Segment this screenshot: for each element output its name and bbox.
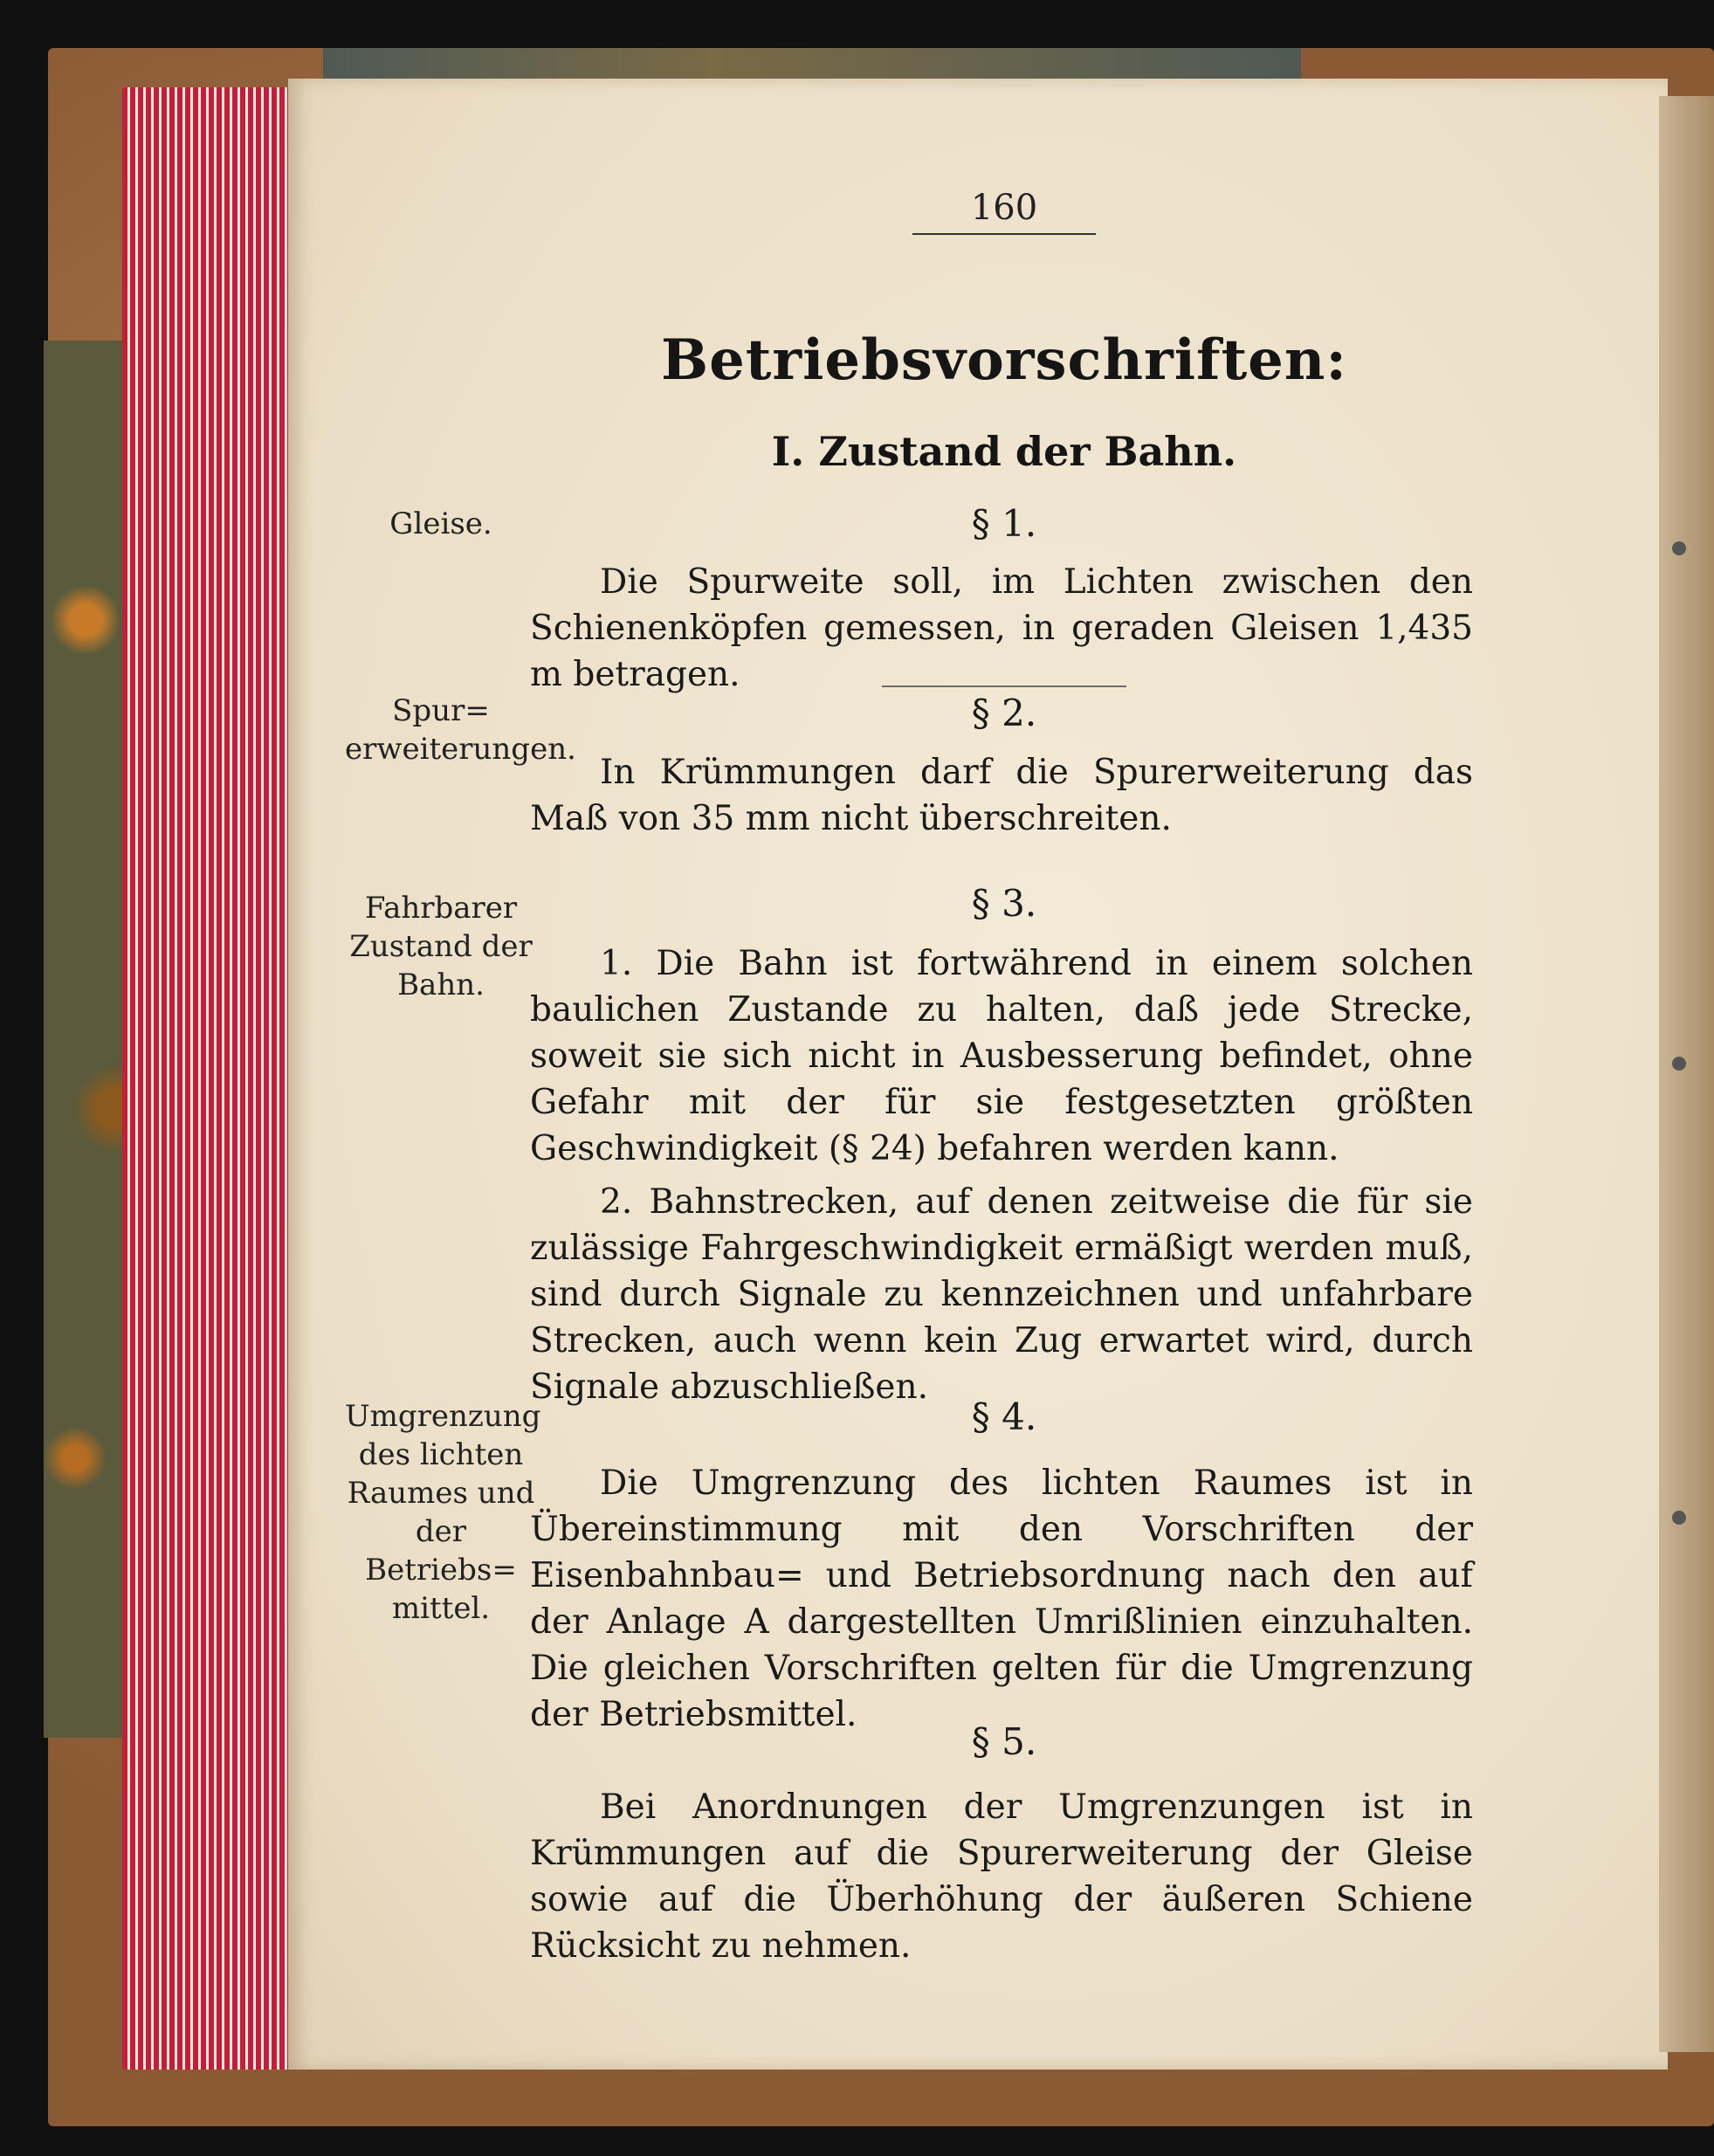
margin-note-text: Spur= (392, 693, 490, 728)
section-heading-3: § 3. (971, 882, 1037, 925)
page-gutter (1659, 96, 1714, 2052)
margin-note-text: Fahrbarer (364, 891, 518, 926)
section-text-2: In Krümmungen darf die Spurerweiterung das Maß von 35 mm nicht überschreiten. (530, 753, 1473, 838)
section-text-3-paragraph-2: 2. Bahnstrecken, auf denen zeitweise die für sie zulässige Fahrgeschwindigkeit ermäßigt werden muß, sind durch Signale zu kennzeichnen und unfahrbare Strecken, auch wenn kein Zug erwartet wird, durch Signale abzuschließen. (530, 1182, 1473, 1407)
section-heading-1: § 1. (971, 502, 1037, 545)
section-heading-2: § 2. (971, 692, 1037, 734)
binding-clip (1672, 1511, 1686, 1525)
margin-note-text: erweiterungen. (345, 732, 576, 767)
section-heading-5: § 5. (971, 1720, 1037, 1763)
section-text-4: Die Umgrenzung des lichten Raumes ist in Übereinstimmung mit den Vorschriften der Eisenbahnbau= und Betriebsordnung nach den auf der Anlage A dargestellten Umrißlinien einzuhalten. Die gleichen Vorschriften gelten für die Umgrenzung der Betriebsmittel. (530, 1464, 1473, 1734)
chapter-heading: I. Zustand der Bahn. (771, 428, 1237, 475)
section-divider (882, 685, 1126, 687)
binding-clip (1672, 1057, 1686, 1071)
binding-clip (1672, 541, 1686, 555)
section-text-1: Die Spurweite soll, im Lichten zwischen den Schienenköpfen gemessen, in geraden Gleisen 1,435 m betragen. (530, 562, 1473, 694)
margin-note-text: der Betriebs= (365, 1514, 517, 1588)
margin-note-text: Umgrenzung (345, 1399, 541, 1434)
page-number: 160 (912, 188, 1096, 235)
margin-note-text: des lichten (358, 1437, 524, 1472)
section-heading-4: § 4. (971, 1395, 1037, 1438)
page-title: Betriebsvorschriften: (660, 327, 1348, 393)
margin-note-text: Bahn. (397, 968, 485, 1002)
margin-note-text: Zustand der (349, 929, 533, 964)
margin-note-spurerweiterungen (345, 692, 576, 768)
margin-note-gleise (345, 505, 537, 543)
red-page-edges (122, 87, 306, 2070)
section-text-3-paragraph-1: 1. Die Bahn ist fortwährend in einem solchen baulichen Zustande zu halten, daß jede Strecke, soweit sie sich nicht in Ausbesserung befindet, ohne Gefahr mit der für sie festgesetzten größten Geschwindigkeit (§ 24) befahren werden kann. (530, 944, 1473, 1168)
margin-note-fahrbarer-zustand (345, 889, 537, 1004)
margin-note-umgrenzung (345, 1397, 541, 1628)
margin-note-text: Raumes und (347, 1476, 535, 1511)
margin-note-text: mittel. (391, 1591, 491, 1626)
section-text-5: Bei Anordnungen der Umgrenzungen ist in Krümmungen auf die Spurerweiterung der Gleise sowie auf die Überhöhung der äußeren Schiene Rücksicht zu nehmen. (530, 1787, 1473, 1966)
margin-note-text: Gleise. (389, 506, 492, 541)
